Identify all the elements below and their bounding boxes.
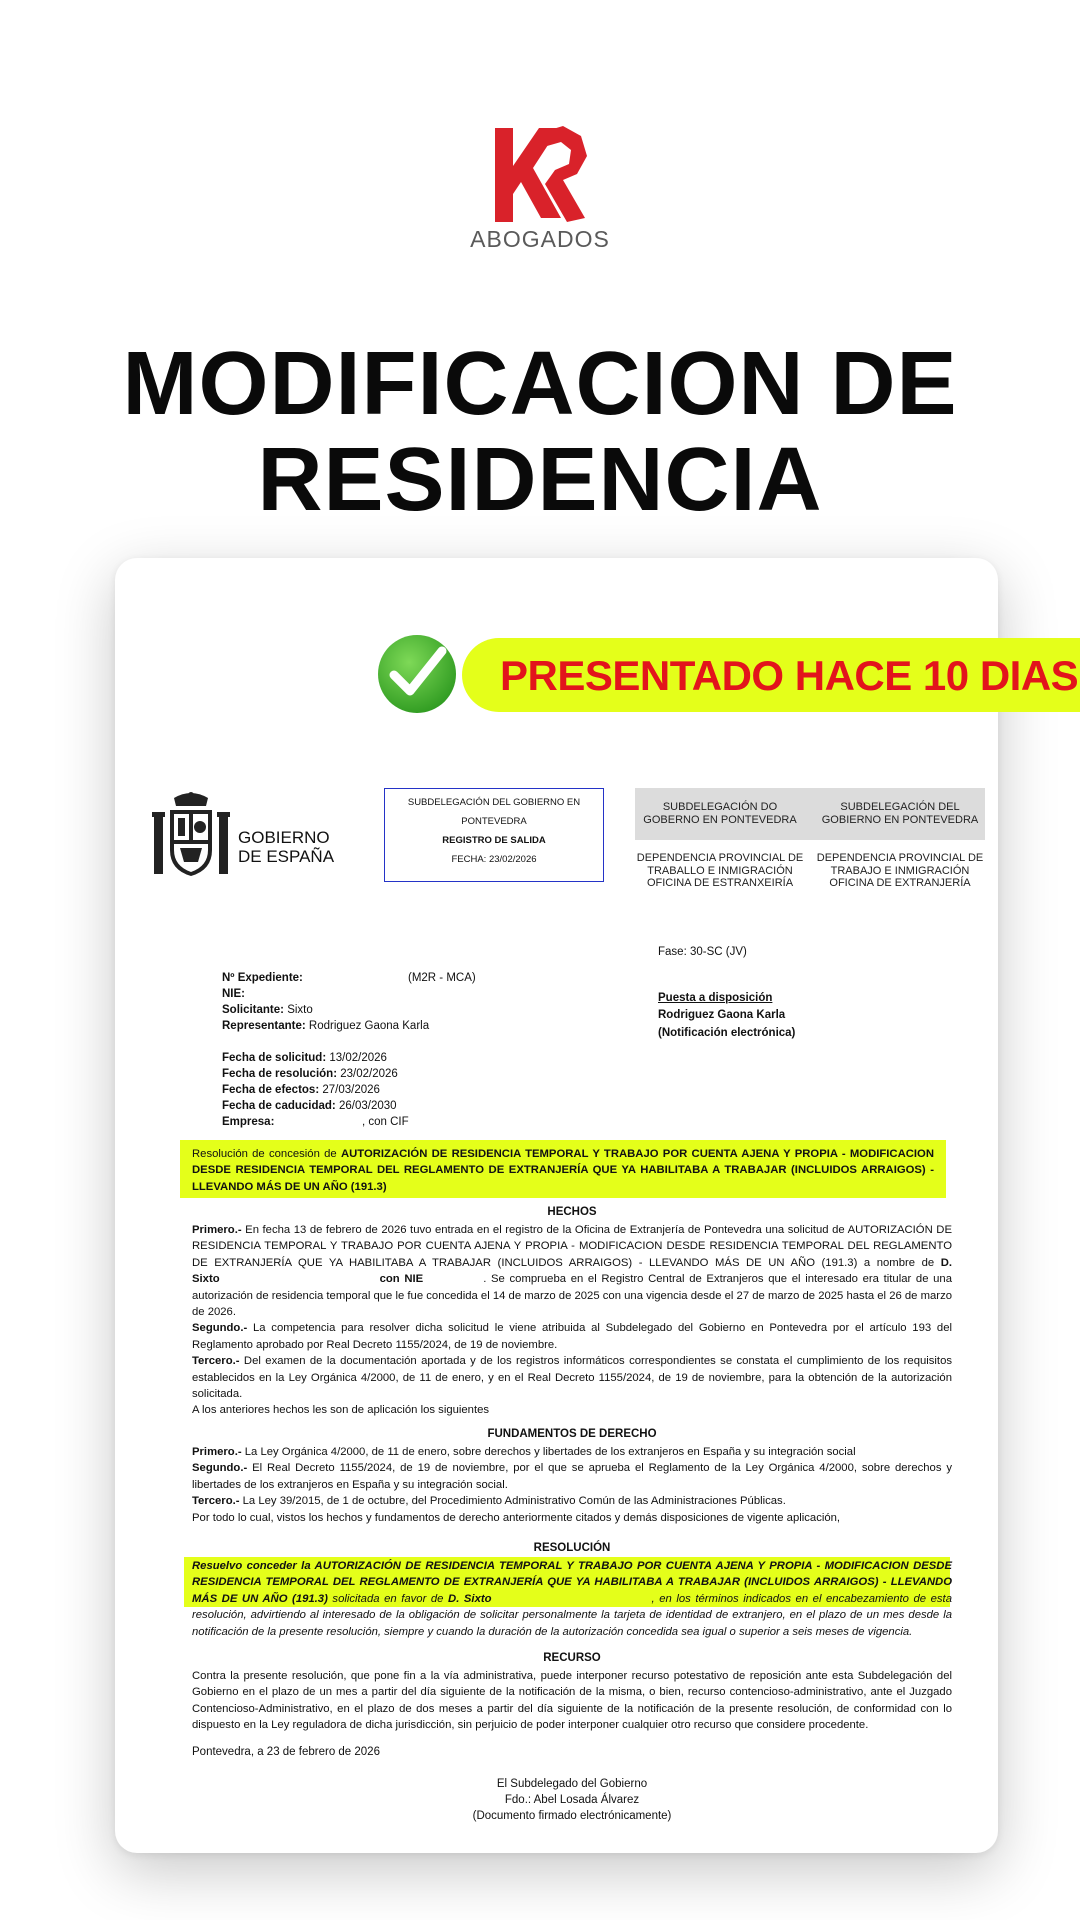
lugar-fecha: Pontevedra, a 23 de febrero de 2026 <box>192 1746 380 1758</box>
concesion-prefix: Resolución de concesión de <box>192 1148 341 1160</box>
dependencia-galician: DEPENDENCIA PROVINCIAL DE TRABALLO E INMIGRACIÓN OFICINA DE ESTRANXEIRÍA <box>636 852 804 889</box>
solicitante-value: Sixto <box>287 1004 313 1016</box>
nie-field <box>222 986 245 1002</box>
concesion-bold: AUTORIZACIÓN DE RESIDENCIA TEMPORAL Y TRABAJO POR CUENTA AJENA Y PROPIA - MODIFICACION DESDE RESIDENCIA TEMPORAL DEL REGLAMENTO DE EXTRANJERÍA QUE YA HABILITABA A TRABAJAR (INCLUIDOS ARRAIGOS) - LLEVANDO MÁS DE UN AÑO (191.3) <box>192 1148 934 1193</box>
hechos-segundo-label: Segundo.- <box>192 1322 248 1335</box>
fundamentos-tercero <box>192 1493 952 1509</box>
fecha-solicitud-value: 13/02/2026 <box>329 1052 387 1064</box>
stamp-line-3: REGISTRO DE SALIDA <box>442 835 546 846</box>
stamp-line-4: FECHA: 23/02/2026 <box>451 854 537 865</box>
hechos-primero-nie: con NIE <box>379 1273 424 1286</box>
subdelegacion-header-bar <box>635 788 985 840</box>
hechos-heading: HECHOS <box>547 1206 597 1218</box>
coat-of-arms-icon <box>152 790 230 880</box>
expediente-field <box>222 970 476 986</box>
fundamentos-segundo <box>192 1460 952 1493</box>
status-badge <box>462 638 1080 712</box>
fecha-caducidad-value: 26/03/2030 <box>338 1100 397 1112</box>
empresa-field <box>222 1114 409 1130</box>
resolucion-normal-a: solicitada en favor de <box>327 1592 449 1605</box>
checkmark-circle-icon <box>376 633 458 715</box>
fundamentos-heading: FUNDAMENTOS DE DERECHO <box>487 1428 657 1440</box>
gobierno-espana-logo <box>152 790 342 880</box>
fundamentos-primero-text: La Ley Orgánica 4/2000, de 11 de enero, sobre derechos y libertades de los extranjeros en España y su integración social <box>241 1446 856 1458</box>
registro-salida-stamp <box>384 788 604 882</box>
dependencia-spanish: DEPENDENCIA PROVINCIAL DE TRABAJO E INMIGRACIÓN OFICINA DE EXTRANJERÍA <box>816 852 984 889</box>
fundamentos-primero <box>192 1444 952 1460</box>
gobierno-espana-text <box>238 828 334 866</box>
hechos-primero-b: . Se comprueba en el Registro Central de Extranjeros que el interesado era titular de una autorización de residencia temporal que le fue concedida el 14 de marzo de 2025 con una vigencia desde el 27 de marzo de 2025 hasta el 26 de marzo de 2026. <box>192 1273 953 1319</box>
firma-nota: (Documento firmado electrónicamente) <box>472 1810 672 1822</box>
fundamentos-section <box>192 1444 952 1526</box>
puesta-disposicion-name: Rodriguez Gaona Karla <box>658 1009 786 1021</box>
resolucion-name: D. Sixto <box>448 1592 492 1605</box>
representante-value: Rodriguez Gaona Karla <box>308 1020 430 1032</box>
empresa-value: , con CIF <box>362 1116 409 1128</box>
puesta-disposicion-label: Puesta a disposición <box>658 992 773 1004</box>
recurso-heading: RECURSO <box>543 1652 601 1664</box>
hechos-primero-label: Primero.- <box>192 1224 242 1236</box>
stamp-line-2: PONTEVEDRA <box>461 816 527 827</box>
solicitante-label: Solicitante: <box>222 1004 284 1016</box>
fundamentos-primero-label: Primero.- <box>192 1446 242 1458</box>
fecha-solicitud-label: Fecha de solicitud: <box>222 1052 327 1064</box>
kr-logo-icon <box>481 122 599 232</box>
fundamentos-segundo-text: El Real Decreto 1155/2024, de 19 de noviembre, por el que se aprueba el Reglamento de la Ley Orgánica 4/2000, sobre derechos y libertades de los extranjeros en España y su integración social. <box>192 1462 952 1491</box>
recurso-text: Contra la presente resolución, que pone fin a la vía administrativa, puede interponer recurso potestativo de reposición ante esta Subdelegación del Gobierno en el plazo de un mes a partir del día siguiente de la notificación de la misma, o bien, recurso contencioso-administrativo, ante el Juzgado Contencioso-Administrativo, en el plazo de dos meses a partir del día siguiente de la notificación de la presente resolución, de conformidad con lo dispuesto en la Ley reguladora de dicha jurisdicción, sin perjuicio de poder interponer cualquier otro recurso que considere procedente. <box>192 1670 952 1732</box>
fundamentos-tercero-text: La Ley 39/2015, de 1 de octubre, del Procedimiento Administrativo Común de las Administraciones Públicas. <box>239 1495 786 1508</box>
resolucion-bold: Resuelvo conceder la AUTORIZACIÓN DE RESIDENCIA TEMPORAL Y TRABAJO POR CUENTA AJENA Y PROPIA - MODIFICACION DESDE RESIDENCIA TEMPORAL DEL REGLAMENTO DE EXTRANJERÍA QUE YA HABILITABA A TRABAJAR (INCLUIDOS ARRAIGOS) - LLEVANDO MÁS DE UN AÑO (191.3) <box>192 1560 952 1605</box>
hechos-primero <box>192 1222 952 1320</box>
hechos-tercero <box>192 1353 952 1402</box>
concesion-highlight <box>180 1140 946 1198</box>
concesion-text <box>192 1146 934 1195</box>
gov-line-1: GOBIERNO <box>238 828 330 847</box>
hechos-section <box>192 1222 952 1419</box>
status-badge-text: PRESENTADO HACE 10 DIAS <box>500 652 1079 699</box>
stamp-line-1: SUBDELEGACIÓN DEL GOBIERNO EN <box>407 797 581 808</box>
fecha-caducidad-field <box>222 1098 397 1114</box>
firma-cargo: El Subdelegado del Gobierno <box>496 1778 648 1790</box>
resolucion-text <box>192 1558 952 1640</box>
puesta-disposicion-note: (Notificación electrónica) <box>658 1027 796 1039</box>
fecha-resolucion-label: Fecha de resolución: <box>222 1068 338 1080</box>
fase-label: Fase: 30-SC (JV) <box>658 946 747 958</box>
title-line-1: MODIFICACION DE <box>122 334 958 434</box>
fecha-efectos-label: Fecha de efectos: <box>222 1084 320 1096</box>
kr-abogados-logo <box>470 122 610 262</box>
empresa-label: Empresa: <box>222 1116 275 1128</box>
gov-line-2: DE ESPAÑA <box>238 847 335 866</box>
subdelegacion-spanish: SUBDELEGACIÓN DEL GOBIERNO EN PONTEVEDRA <box>821 801 979 826</box>
expediente-label: Nº Expediente: <box>222 972 303 984</box>
page-title <box>0 336 1080 528</box>
firma-nombre: Fdo.: Abel Losada Álvarez <box>504 1794 640 1806</box>
hechos-tercero-text: Del examen de la documentación aportada y de los registros informáticos correspondientes se constata el cumplimiento de los requisitos establecidos en la Ley Orgánica 4/2000, de 11 de enero, y en el Real Decreto 1155/2024, de 19 de noviembre, para la obtención de la autorización solicitada. <box>192 1355 952 1401</box>
fundamentos-cierre: Por todo lo cual, vistos los hechos y fundamentos de derecho anteriormente citados y demás disposiciones de vigente aplicación, <box>192 1511 841 1524</box>
fundamentos-segundo-label: Segundo.- <box>192 1462 248 1475</box>
expediente-value: (M2R - MCA) <box>408 972 476 984</box>
fecha-efectos-field <box>222 1082 380 1098</box>
representante-field <box>222 1018 429 1034</box>
hechos-tercero-label: Tercero.- <box>192 1355 240 1368</box>
nie-label: NIE: <box>222 988 245 1000</box>
resolucion-normal-b: , en los términos indicados en el encabezamiento de esta resolución, advirtiendo al interesado de la obligación de solicitar personalmente la tarjeta de identidad de extranjero, en el plazo de un mes desde la notificación de la presente resolución, siempre y cuando la duración de la autorización concedida sea igual o superior a seis meses de vigencia. <box>192 1592 952 1638</box>
solicitante-field <box>222 1002 313 1018</box>
fecha-caducidad-label: Fecha de caducidad: <box>222 1100 336 1112</box>
hechos-segundo-text: La competencia para resolver dicha solicitud le viene atribuida al Subdelegado del Gobierno en Pontevedra por el artículo 193 del Reglamento aprobado por Real Decreto 1155/2024, de 19 de noviembre. <box>192 1322 952 1351</box>
representante-label: Representante: <box>222 1020 306 1032</box>
fundamentos-tercero-label: Tercero.- <box>192 1495 240 1508</box>
fecha-resolucion-value: 23/02/2026 <box>340 1068 398 1080</box>
hechos-primero-a: En fecha 13 de febrero de 2026 tuvo entrada en el registro de la Oficina de Extranjería de Pontevedra una solicitud de AUTORIZACIÓN DE RESIDENCIA TEMPORAL Y TRABAJO POR CUENTA AJENA Y PROPIA - MODIFICACION DESDE RESIDENCIA TEMPORAL DEL REGLAMENTO DE EXTRANJERÍA QUE YA HABILITABA A TRABAJAR (INCLUIDOS ARRAIGOS) - LLEVANDO MÁS DE UN AÑO (191.3) a nombre de <box>192 1224 952 1269</box>
fecha-solicitud-field <box>222 1050 387 1066</box>
fecha-efectos-value: 27/03/2026 <box>322 1084 380 1096</box>
hechos-primero-name: D. Sixto <box>192 1256 952 1286</box>
hechos-cierre: A los anteriores hechos les son de aplicación los siguientes <box>192 1404 490 1417</box>
hechos-segundo <box>192 1320 952 1353</box>
title-line-2: RESIDENCIA <box>257 430 823 530</box>
fecha-resolucion-field <box>222 1066 398 1082</box>
resolucion-heading: RESOLUCIÓN <box>533 1542 611 1554</box>
subdelegacion-galician: SUBDELEGACIÓN DO GOBERNO EN PONTEVEDRA <box>643 801 797 826</box>
logo-subtitle: ABOGADOS <box>470 226 610 252</box>
